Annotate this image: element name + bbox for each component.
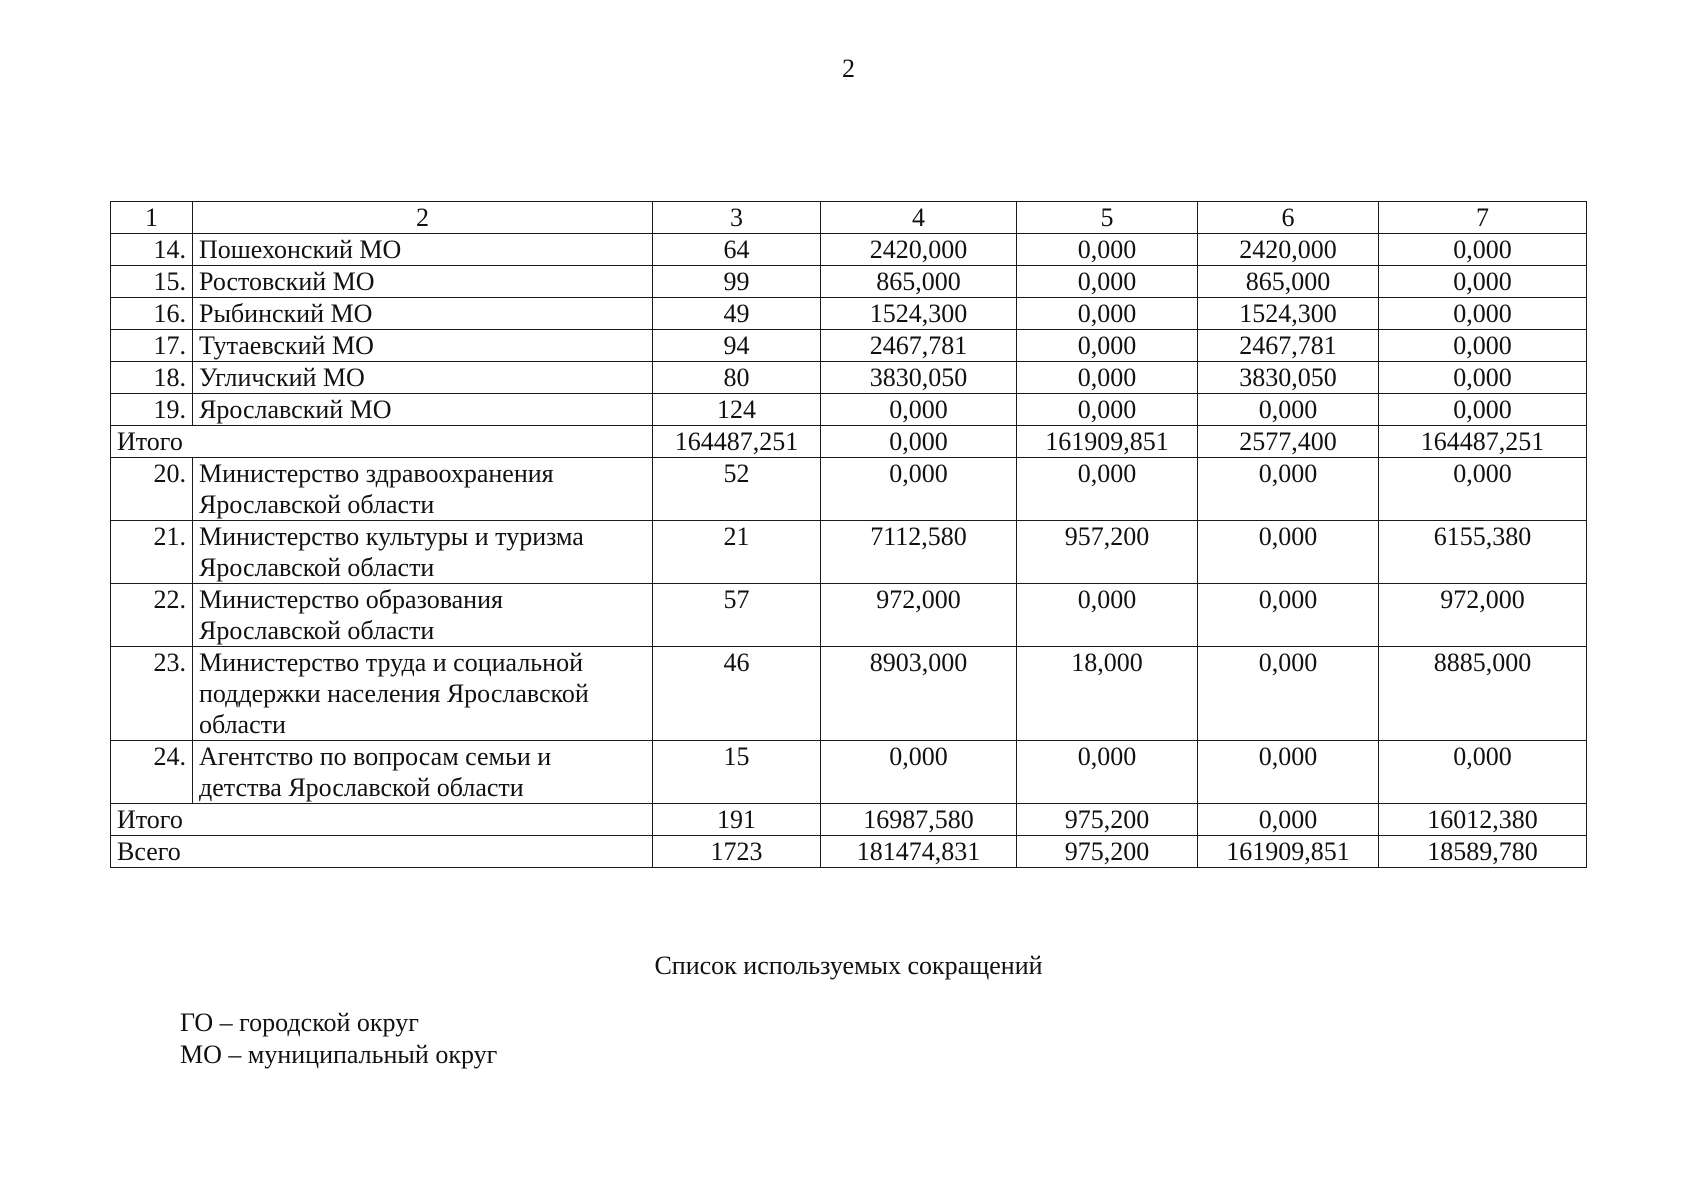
value-cell: 21 [653,521,821,584]
value-cell: 0,000 [1379,266,1587,298]
value-cell: 0,000 [1017,234,1198,266]
table-row [111,584,1587,647]
value-cell: 0,000 [1379,234,1587,266]
value-cell: 0,000 [821,394,1017,426]
table-row [111,394,1587,426]
organization-name [193,266,653,298]
value-cell: 0,000 [821,741,1017,804]
value-cell: 2577,400 [1198,426,1379,458]
header-cell: 5 [1017,202,1198,234]
value-cell: 52 [653,458,821,521]
total-label: Итого [111,426,653,458]
value-cell: 0,000 [1379,394,1587,426]
value-cell: 0,000 [1198,647,1379,741]
value-cell: 0,000 [1198,804,1379,836]
value-cell: 1524,300 [821,298,1017,330]
header-cell: 1 [111,202,193,234]
organization-name-line: Ярославский МО [199,395,392,424]
row-number: 18. [111,362,193,394]
value-cell: 15 [653,741,821,804]
organization-name-line: Пошехонский МО [199,235,402,264]
value-cell: 0,000 [1198,521,1379,584]
table-row [111,266,1587,298]
value-cell: 161909,851 [1017,426,1198,458]
value-cell: 164487,251 [1379,426,1587,458]
value-cell: 0,000 [821,458,1017,521]
row-number: 22. [111,584,193,647]
value-cell: 16012,380 [1379,804,1587,836]
value-cell: 18589,780 [1379,836,1587,868]
table-row [111,458,1587,521]
value-cell: 1524,300 [1198,298,1379,330]
value-cell: 94 [653,330,821,362]
value-cell: 0,000 [821,426,1017,458]
row-number: 20. [111,458,193,521]
value-cell: 2467,781 [1198,330,1379,362]
row-number: 17. [111,330,193,362]
organization-name-line: Ярославской области [199,490,435,519]
value-cell: 0,000 [1198,394,1379,426]
organization-name [193,234,653,266]
row-number: 21. [111,521,193,584]
organization-name-line: Министерство здравоохранения [199,459,554,488]
organization-name-line: поддержки населения Ярославской [199,679,589,708]
organization-name [193,362,653,394]
table-row [111,741,1587,804]
table-row [111,234,1587,266]
value-cell: 80 [653,362,821,394]
value-cell: 957,200 [1017,521,1198,584]
value-cell: 57 [653,584,821,647]
value-cell: 8903,000 [821,647,1017,741]
value-cell: 8885,000 [1379,647,1587,741]
value-cell: 0,000 [1017,298,1198,330]
value-cell: 975,200 [1017,836,1198,868]
organization-name [193,584,653,647]
organization-name-line: Угличский МО [199,363,365,392]
organization-name-line: области [199,710,286,739]
value-cell: 972,000 [821,584,1017,647]
organization-name-line: Министерство образования [199,585,503,614]
value-cell: 2420,000 [821,234,1017,266]
value-cell: 181474,831 [821,836,1017,868]
value-cell: 18,000 [1017,647,1198,741]
organization-name [193,521,653,584]
organization-name [193,458,653,521]
value-cell: 0,000 [1379,298,1587,330]
value-cell: 0,000 [1379,458,1587,521]
total-row [111,804,1587,836]
organization-name [193,298,653,330]
header-cell: 2 [193,202,653,234]
header-cell: 4 [821,202,1017,234]
organization-name-line: Министерство труда и социальной [199,648,583,677]
value-cell: 64 [653,234,821,266]
data-table [110,201,1587,868]
row-number: 16. [111,298,193,330]
value-cell: 0,000 [1017,266,1198,298]
table-header-row [111,202,1587,234]
value-cell: 191 [653,804,821,836]
row-number: 24. [111,741,193,804]
total-row [111,426,1587,458]
header-cell: 7 [1379,202,1587,234]
organization-name-line: Ярославской области [199,616,435,645]
value-cell: 2420,000 [1198,234,1379,266]
value-cell: 3830,050 [1198,362,1379,394]
value-cell: 0,000 [1198,741,1379,804]
organization-name-line: Ярославской области [199,553,435,582]
value-cell: 0,000 [1017,330,1198,362]
value-cell: 3830,050 [821,362,1017,394]
value-cell: 16987,580 [821,804,1017,836]
value-cell: 46 [653,647,821,741]
organization-name-line: Тутаевский МО [199,331,374,360]
value-cell: 124 [653,394,821,426]
value-cell: 7112,580 [821,521,1017,584]
value-cell: 0,000 [1198,584,1379,647]
value-cell: 972,000 [1379,584,1587,647]
value-cell: 865,000 [821,266,1017,298]
abbreviation-go: ГО – городской округ [180,1008,419,1037]
value-cell: 1723 [653,836,821,868]
value-cell: 164487,251 [653,426,821,458]
row-number: 23. [111,647,193,741]
organization-name-line: детства Ярославской области [199,773,524,802]
total-row [111,836,1587,868]
organization-name-line: Ростовский МО [199,267,375,296]
organization-name [193,394,653,426]
value-cell: 0,000 [1017,584,1198,647]
row-number: 15. [111,266,193,298]
abbreviation-mo: МО – муниципальный округ [180,1040,498,1069]
organization-name-line: Агентство по вопросам семьи и [199,742,552,771]
row-number: 14. [111,234,193,266]
value-cell: 49 [653,298,821,330]
value-cell: 0,000 [1017,362,1198,394]
value-cell: 6155,380 [1379,521,1587,584]
value-cell: 0,000 [1379,362,1587,394]
table-row [111,362,1587,394]
value-cell: 0,000 [1379,330,1587,362]
table-row [111,521,1587,584]
value-cell: 0,000 [1017,458,1198,521]
total-label: Итого [111,804,653,836]
value-cell: 0,000 [1017,741,1198,804]
value-cell: 865,000 [1198,266,1379,298]
header-cell: 3 [653,202,821,234]
organization-name-line: Рыбинский МО [199,299,373,328]
value-cell: 0,000 [1198,458,1379,521]
table-body [111,202,1587,868]
table-row [111,647,1587,741]
page-number: 2 [842,54,855,83]
abbreviations-title: Список используемых сокращений [654,951,1043,980]
value-cell: 975,200 [1017,804,1198,836]
table-row [111,330,1587,362]
value-cell: 2467,781 [821,330,1017,362]
value-cell: 161909,851 [1198,836,1379,868]
organization-name [193,330,653,362]
header-cell: 6 [1198,202,1379,234]
value-cell: 99 [653,266,821,298]
table-row [111,298,1587,330]
value-cell: 0,000 [1379,741,1587,804]
row-number: 19. [111,394,193,426]
organization-name [193,647,653,741]
organization-name-line: Министерство культуры и туризма [199,522,584,551]
organization-name [193,741,653,804]
total-label: Всего [111,836,653,868]
value-cell: 0,000 [1017,394,1198,426]
